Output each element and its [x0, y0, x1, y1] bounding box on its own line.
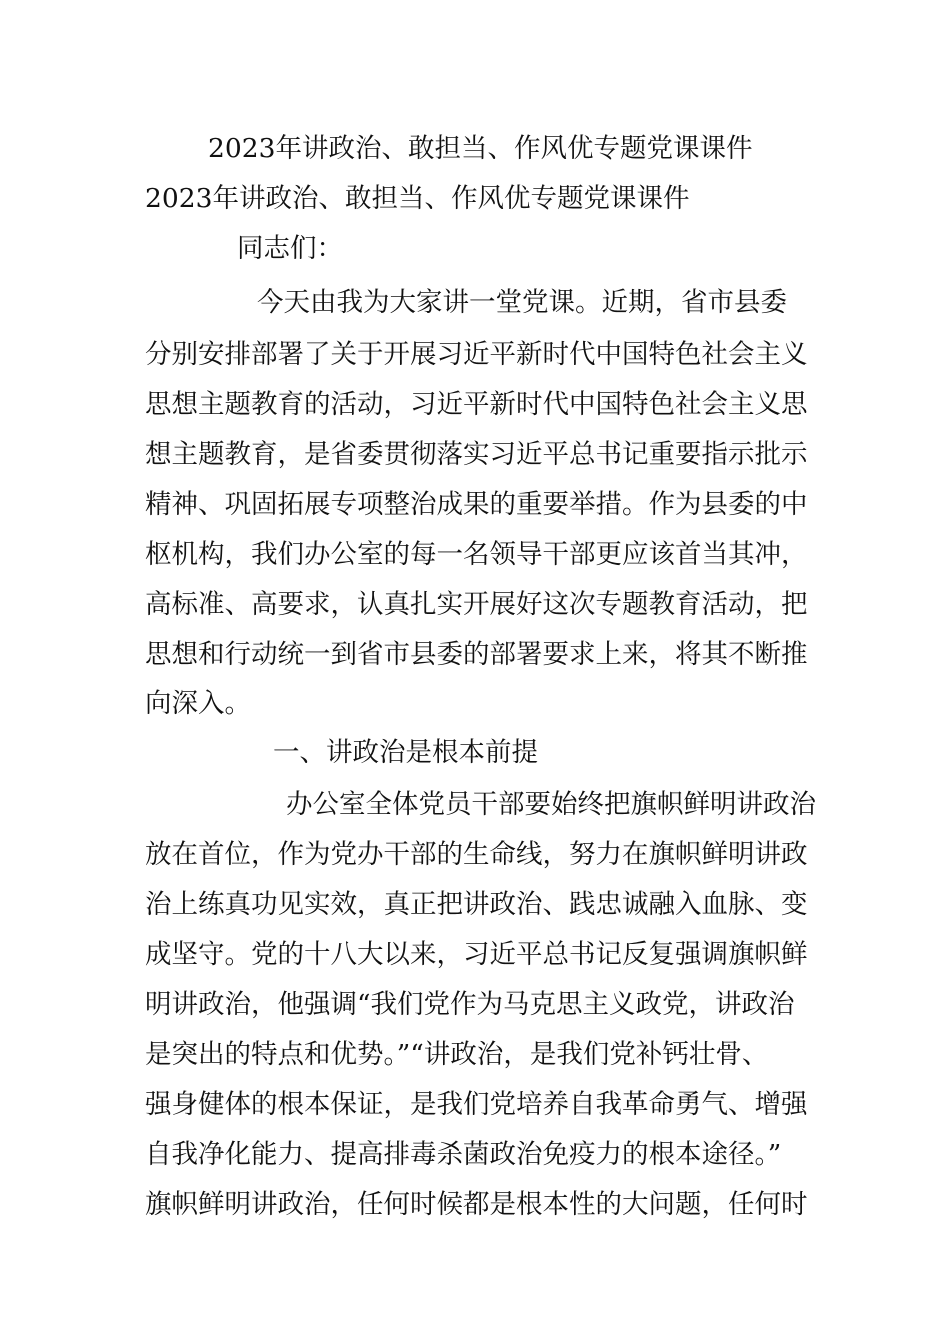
document-title-repeat: 2023年讲政治、敢担当、作风优专题党课课件 [145, 183, 690, 214]
paragraph2-line: 自我净化能力、提高排毒杀菌政治免疫力的根本途径。” [145, 1139, 782, 1170]
paragraph2-line: 放在首位，作为党办干部的生命线，努力在旗帜鲜明讲政 [145, 839, 808, 870]
paragraph1-line: 枢机构，我们办公室的每一名领导干部更应该首当其冲， [145, 539, 808, 570]
paragraph1-line: 今天由我为大家讲一堂党课。近期，省市县委 [257, 287, 787, 318]
paragraph1-line: 精神、巩固拓展专项整治成果的重要举措。作为县委的中 [145, 489, 808, 520]
paragraph1-line: 向深入。 [145, 688, 251, 719]
paragraph2-line: 旗帜鲜明讲政治，任何时候都是根本性的大问题，任何时 [145, 1189, 808, 1220]
paragraph1-line: 思想和行动统一到省市县委的部署要求上来，将其不断推 [145, 639, 808, 670]
paragraph1-line: 想主题教育，是省委贯彻落实习近平总书记重要指示批示 [145, 439, 808, 470]
section-heading: 一、讲政治是根本前提 [273, 737, 538, 768]
document-title-centered: 2023年讲政治、敢担当、作风优专题党课课件 [208, 133, 753, 164]
salutation: 同志们： [237, 233, 343, 264]
paragraph2-line: 成坚守。党的十八大以来，习近平总书记反复强调旗帜鲜 [145, 939, 808, 970]
paragraph2-line: 强身健体的根本保证，是我们党培养自我革命勇气、增强 [145, 1089, 808, 1120]
paragraph1-line: 分别安排部署了关于开展习近平新时代中国特色社会主义 [145, 339, 808, 370]
paragraph2-line: 明讲政治，他强调“我们党作为马克思主义政党，讲政治 [145, 989, 795, 1020]
paragraph2-line: 是突出的特点和优势。”“讲政治，是我们党补钙壮骨、 [145, 1039, 769, 1070]
paragraph2-line: 办公室全体党员干部要始终把旗帜鲜明讲政治 [286, 789, 816, 820]
paragraph2-line: 治上练真功见实效，真正把讲政治、践忠诚融入血脉、变 [145, 889, 808, 920]
paragraph1-line: 思想主题教育的活动，习近平新时代中国特色社会主义思 [145, 389, 808, 420]
paragraph1-line: 高标准、高要求，认真扎实开展好这次专题教育活动，把 [145, 589, 808, 620]
